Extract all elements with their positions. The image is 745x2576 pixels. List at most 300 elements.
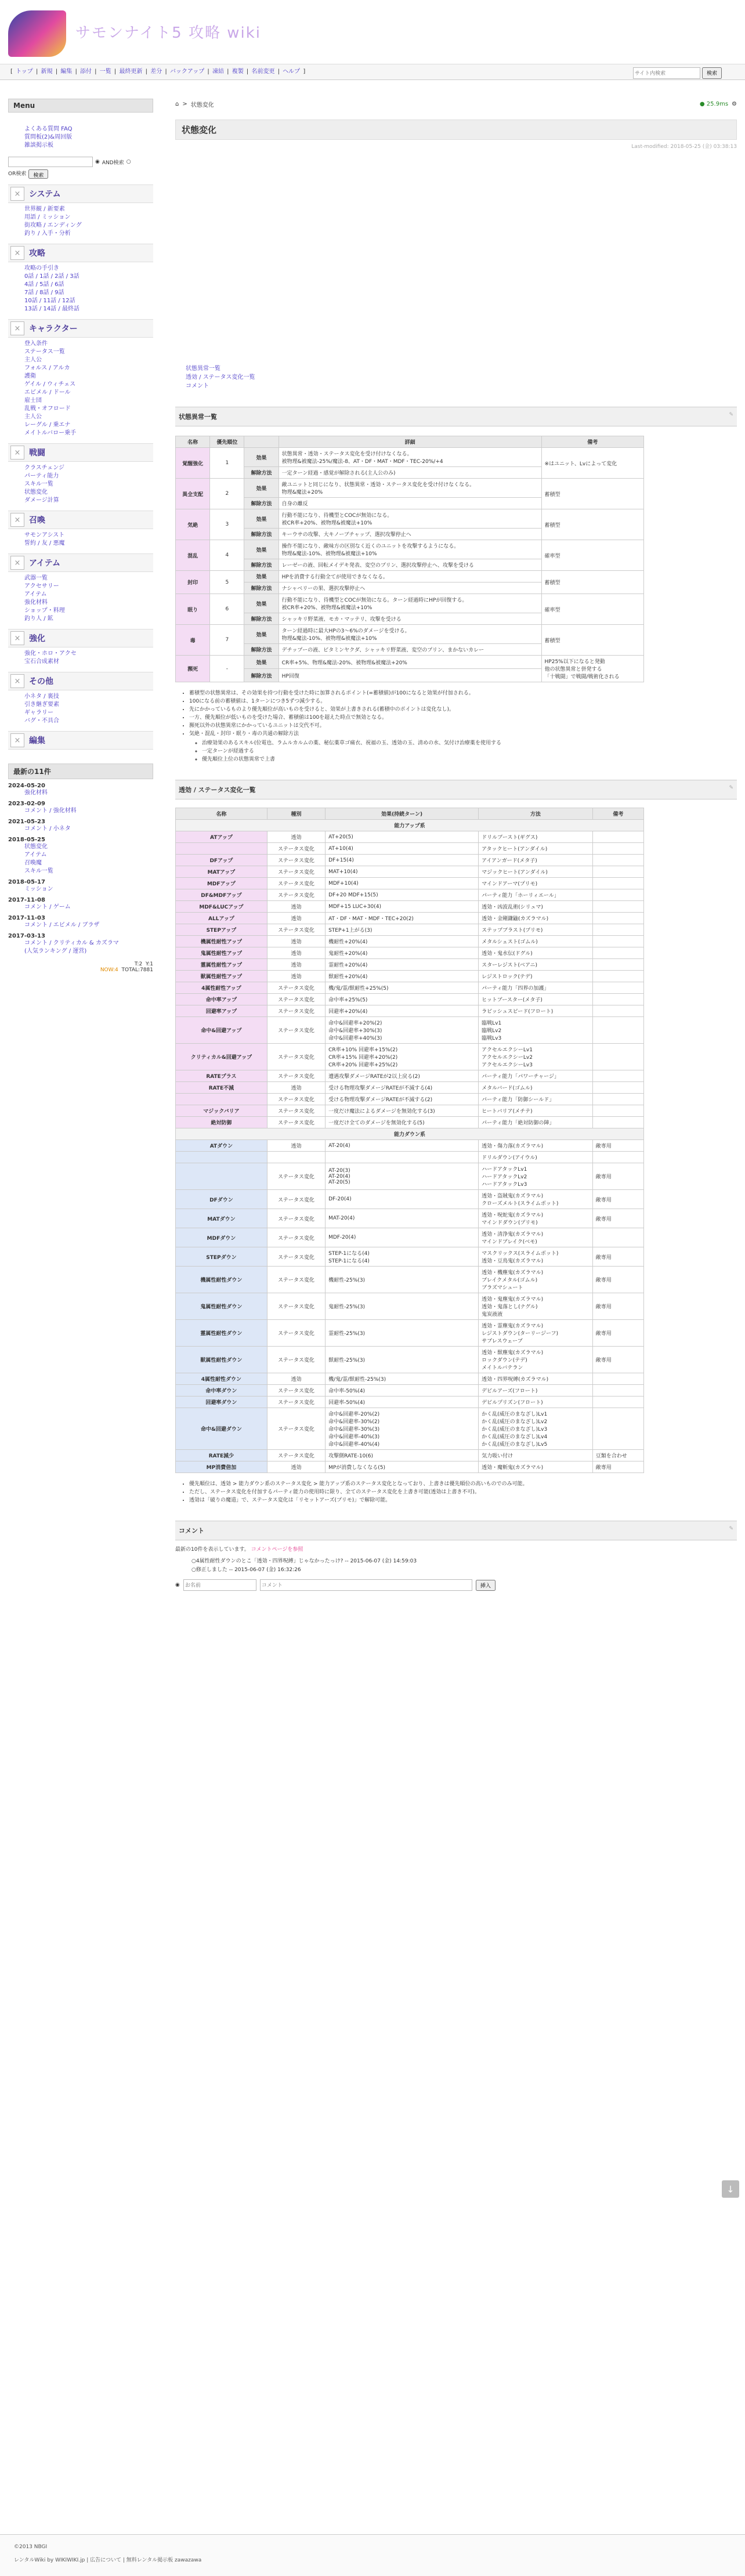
buff-note bbox=[592, 1094, 643, 1105]
sidebar-section bbox=[8, 553, 153, 623]
status-detail: CR率+5%、物理&魔法-20%、被物理&被魔法+20% bbox=[279, 656, 541, 669]
counter bbox=[8, 961, 153, 973]
sidebar-link[interactable]: ダメージ計算 bbox=[24, 497, 59, 504]
footer-links[interactable]: レンタルWiki by WIKIWIKI.jp | 広告について | 無料レンタル掲示板 zawazawa bbox=[14, 2557, 202, 2563]
status-detail: 一定ターン経過・感覚が解除される(主人公のみ) bbox=[279, 467, 541, 479]
status-rank: - bbox=[210, 656, 244, 682]
group-row bbox=[176, 820, 644, 831]
top-nav-link[interactable]: 最終更新 bbox=[119, 68, 143, 75]
buff-kind: 透効 bbox=[267, 971, 325, 982]
buff-method: 透効・霊塵鬼(カズラマル) レジストダウン(ターリージーフ) サブレスウェーブ bbox=[479, 1320, 593, 1347]
collapse-icon[interactable]: × bbox=[10, 187, 24, 201]
recent-item[interactable]: コメント / 小ネタ bbox=[24, 826, 71, 832]
sidebar-section bbox=[8, 319, 153, 437]
buff-kind: ステータス変化 bbox=[267, 1450, 325, 1461]
table-row bbox=[176, 1293, 644, 1320]
sidebar-section bbox=[8, 731, 153, 750]
buff-note bbox=[592, 1105, 643, 1117]
table-row bbox=[176, 1373, 644, 1385]
sidebar-link[interactable]: 釣り / 入手・分析 bbox=[24, 230, 71, 237]
sidebar-section-header[interactable] bbox=[8, 553, 153, 572]
buff-note bbox=[592, 982, 643, 994]
status-icon: ● 25.9ms bbox=[699, 100, 729, 107]
buff-effect: 機耐性+20%(4) bbox=[326, 936, 479, 947]
arrow-down-icon: ↓ bbox=[726, 2183, 735, 2195]
sidebar-link[interactable]: 10話 / 11話 / 12話 bbox=[24, 298, 75, 304]
status-detail: 行動不能になり、待機型とCOCが無効になる。ターン経過時にHPが回復する。 被CR率+20%、被物理&被魔法+10% bbox=[279, 594, 541, 613]
buff-effect: AT+10(4) bbox=[326, 843, 479, 855]
recent-item[interactable]: スキル一覧 bbox=[24, 868, 53, 874]
edit-icon[interactable]: ✎ bbox=[729, 412, 733, 418]
note-item: • 100になる前の蓄積値は、1ターンにつき5ずつ減少する。 bbox=[189, 697, 737, 705]
table-header: 詳細 bbox=[279, 436, 541, 448]
table-header: 名称 bbox=[176, 436, 210, 448]
top-nav-link[interactable]: 名前変更 bbox=[251, 68, 275, 75]
status-detail: 敵ユニットと同じになり、状態異常・透効・ステータス変化を受け付けなくなる。 物理&魔法+20% bbox=[279, 479, 541, 498]
buff-method: 透効・鬼水伝(ドグル) bbox=[479, 947, 593, 959]
recent-date: 2018-05-25 bbox=[8, 837, 45, 843]
buff-effect: 攻撃側RATE-10(6) bbox=[326, 1450, 479, 1461]
buff-note bbox=[592, 936, 643, 947]
note-item: • 気絶・混乱・封印・眠り・毒の共通の解除方法 ◦ 治療効果のあるスキル(位電也、ラムルカルムの薬、秘伝薬草ゴ痛衣、祝福の玉、透効の玉、清めの水、気付け治療薬を使用する ◦ 一定ターンが経過する ◦ 優先順位上位の状態異常で上書 bbox=[189, 730, 737, 764]
buff-method: ラビッシュスピード(フロート) bbox=[479, 1005, 593, 1017]
sidebar-link[interactable]: 誓約 / 友 / 悪魔 bbox=[24, 540, 65, 547]
buff-kind: ステータス変化 bbox=[267, 1163, 325, 1190]
status-kind: 解除方法 bbox=[244, 613, 279, 625]
table-header: 効果(持続ターン) bbox=[326, 808, 479, 820]
counter-total: TOTAL:7881 bbox=[121, 967, 153, 973]
buff-method: ヒットブースター(メタ子) bbox=[479, 994, 593, 1005]
recent-item[interactable]: アイテム bbox=[24, 852, 47, 858]
note-item: • 先にかかっているものより優先順位が高いものを受けると、効果が上書きされる(蓄積中のポイントは変化なし)。 bbox=[189, 705, 737, 714]
comment-name-input[interactable] bbox=[183, 1579, 256, 1591]
buff-note: 敵専用 bbox=[592, 1267, 643, 1293]
buff-note bbox=[592, 843, 643, 855]
sidebar-link[interactable]: アイテム bbox=[24, 591, 47, 598]
recent-item[interactable]: ミッション bbox=[24, 886, 53, 892]
buff-name: クリティカル&回避アップ bbox=[176, 1044, 267, 1070]
sidebar-search-input[interactable] bbox=[8, 157, 93, 167]
buff-kind: ステータス変化 bbox=[267, 1117, 325, 1128]
buff-note bbox=[592, 1228, 643, 1247]
recent-date: 2018-05-17 bbox=[8, 879, 45, 885]
table-header: 優先順位 bbox=[210, 436, 244, 448]
buff-note bbox=[592, 901, 643, 913]
table-row bbox=[176, 1152, 644, 1163]
table-row bbox=[176, 1228, 644, 1247]
buff-effect: 回避率-50%(4) bbox=[326, 1396, 479, 1408]
sidebar-section bbox=[8, 629, 153, 666]
buff-effect: 獣耐性+20%(4) bbox=[326, 971, 479, 982]
table-row bbox=[176, 878, 644, 889]
collapse-icon[interactable]: × bbox=[10, 321, 24, 335]
buff-name: 命中率ダウン bbox=[176, 1385, 267, 1396]
buff-effect: 命中&回避率-20%(2) 命中&回避率-30%(2) 命中&回避率-30%(3) 命中&回避率-40%(3) 命中&回避率-40%(4) bbox=[326, 1408, 479, 1450]
sidebar-link[interactable]: 主人公 bbox=[24, 414, 42, 420]
buff-method: 臨戦Lv1 臨戦Lv2 臨戦Lv3 bbox=[479, 1017, 593, 1044]
toc-item[interactable]: 状態異常一覧 bbox=[186, 366, 220, 372]
sidebar-link[interactable]: サモンアシスト bbox=[24, 532, 65, 538]
buff-effect: DF+20 MDF+15(5) bbox=[326, 889, 479, 901]
home-icon[interactable]: ⌂ bbox=[175, 100, 179, 107]
sidebar-link[interactable]: よくある質問 FAQ bbox=[24, 126, 73, 132]
sidebar bbox=[8, 99, 153, 973]
sidebar-link[interactable]: 雑談掲示板 bbox=[24, 142, 53, 149]
table-row bbox=[176, 448, 644, 467]
edit-icon[interactable]: ✎ bbox=[729, 785, 733, 791]
buff-effect: 機耐性-25%(3) bbox=[326, 1267, 479, 1293]
table-row bbox=[176, 994, 644, 1005]
table-row bbox=[176, 1396, 644, 1408]
table-header bbox=[244, 436, 279, 448]
buff-note: 敵専用 bbox=[592, 1461, 643, 1473]
buff-kind: ステータス変化 bbox=[267, 1005, 325, 1017]
buff-method: 透効・金剛鎌鼬(カズラマル) bbox=[479, 913, 593, 924]
sidebar-section-title: 戦闘 bbox=[29, 448, 45, 458]
sidebar-link[interactable]: 強化・ホロ・アクセ bbox=[24, 650, 77, 657]
sidebar-section-header[interactable] bbox=[8, 672, 153, 690]
status-name: 封印 bbox=[176, 571, 210, 594]
buff-effect: 一度だけ魔法によるダメージを無効化する(3) bbox=[326, 1105, 479, 1117]
site-header bbox=[0, 0, 745, 64]
site-logo[interactable] bbox=[8, 10, 66, 57]
status-table bbox=[175, 436, 644, 682]
status-notes bbox=[175, 689, 737, 764]
buff-note bbox=[592, 831, 643, 843]
sidebar-link[interactable]: パーティ能力 bbox=[24, 473, 59, 479]
status-note: HP25%以下になると発動 他の状態異常と併発する 「十戦闘」で戦闘/戦術化される bbox=[541, 656, 643, 682]
or-label: OR検索 bbox=[8, 171, 27, 177]
table-row bbox=[176, 831, 644, 843]
buff-note bbox=[592, 866, 643, 878]
buff-note bbox=[592, 878, 643, 889]
recent-date: 2024-05-20 bbox=[8, 783, 45, 789]
top-nav-link[interactable]: ヘルプ bbox=[283, 68, 301, 75]
buff-note bbox=[592, 924, 643, 936]
sidebar-link[interactable]: バグ・不具合 bbox=[24, 718, 59, 724]
buff-method: デビルアーズ(フロート) bbox=[479, 1385, 593, 1396]
table-header: 種別 bbox=[267, 808, 325, 820]
buff-method: 透効・凶波乱術(シリュマ) bbox=[479, 901, 593, 913]
buff-name: 機属性耐性ダウン bbox=[176, 1267, 267, 1293]
buff-method: 透効・呪蛇鬼(カズラマル) マインドダウン(プリモ) bbox=[479, 1209, 593, 1228]
sidebar-link[interactable]: エビメル / ドール bbox=[24, 389, 71, 396]
buff-name: DFダウン bbox=[176, 1190, 267, 1209]
sidebar-link[interactable]: 用語 / ミッション bbox=[24, 214, 71, 220]
sidebar-link[interactable]: 街攻略 / エンディング bbox=[24, 222, 82, 229]
collapse-icon[interactable]: × bbox=[10, 733, 24, 747]
section-comment-title: コメント bbox=[179, 1527, 204, 1535]
sidebar-section-header[interactable] bbox=[8, 184, 153, 203]
status-detail: 自身の離反 bbox=[279, 498, 541, 509]
collapse-icon[interactable]: × bbox=[10, 246, 24, 260]
recent-item[interactable]: コメント / クリティカル & カズラマ bbox=[24, 940, 119, 946]
sidebar-link[interactable]: ショップ・料理 bbox=[24, 607, 65, 614]
buff-method: ステップブラスト(プリモ) bbox=[479, 924, 593, 936]
buff-method: パーティ能力「防御シールド」 bbox=[479, 1094, 593, 1105]
top-nav-link[interactable]: 編集 bbox=[60, 68, 73, 75]
recent-item[interactable]: (人気ランキング / 運営) bbox=[24, 948, 87, 954]
status-name: 異全支配 bbox=[176, 479, 210, 509]
sidebar-link[interactable]: クラスチェンジ bbox=[24, 465, 64, 471]
site-search-input[interactable] bbox=[633, 67, 700, 79]
collapse-icon[interactable]: × bbox=[10, 674, 24, 688]
buff-note: 敵専用 bbox=[592, 1347, 643, 1373]
top-nav-link[interactable]: 複製 bbox=[232, 68, 244, 75]
radio-or[interactable]: ○ bbox=[126, 159, 131, 165]
section-comment bbox=[175, 1521, 737, 1540]
buff-name: 命中&回避ダウン bbox=[176, 1408, 267, 1450]
toc-item[interactable]: 透効 / ステータス変化一覧 bbox=[186, 374, 255, 381]
buff-effect: 機/鬼/霊/獣耐性+25%(5) bbox=[326, 982, 479, 994]
sidebar-search-button[interactable]: 検索 bbox=[28, 169, 48, 179]
comment-submit-button[interactable]: 挿入 bbox=[476, 1580, 496, 1591]
table-row bbox=[176, 971, 644, 982]
buff-effect: 霊耐性-25%(3) bbox=[326, 1320, 479, 1347]
sidebar-section bbox=[8, 184, 153, 238]
buff-effect: 鬼耐性+20%(4) bbox=[326, 947, 479, 959]
collapse-icon[interactable]: × bbox=[10, 446, 24, 460]
status-note: 蓄積型 bbox=[541, 625, 643, 656]
buff-note bbox=[592, 1117, 643, 1128]
table-row bbox=[176, 866, 644, 878]
recent-item[interactable]: 強化材料 bbox=[24, 790, 48, 796]
table-row bbox=[176, 959, 644, 971]
sidebar-link[interactable]: 宝石合成素材 bbox=[24, 659, 59, 665]
buff-effect: 機/鬼/霊/獣耐性-25%(3) bbox=[326, 1373, 479, 1385]
top-nav-link[interactable]: バックアップ bbox=[169, 68, 205, 75]
buff-kind: ステータス変化 bbox=[267, 1228, 325, 1247]
status-kind: 効果 bbox=[244, 509, 279, 529]
breadcrumb-current[interactable]: 状態変化 bbox=[190, 102, 214, 108]
recent-item[interactable]: コメント / エビメル / ブラザ bbox=[24, 922, 100, 928]
site-search-button[interactable]: 検索 bbox=[702, 67, 722, 79]
top-nav-link[interactable]: 一覧 bbox=[99, 68, 111, 75]
table-header: 方法 bbox=[479, 808, 593, 820]
scroll-top-button[interactable] bbox=[722, 2180, 739, 2198]
table-row bbox=[176, 1163, 644, 1190]
buff-method: 透効・清浄鬼(カズラマル) マインドブレイク(ベモ) bbox=[479, 1228, 593, 1247]
sidebar-link[interactable]: アクセサリー bbox=[24, 583, 59, 589]
buff-effect: MDF+10(4) bbox=[326, 878, 479, 889]
table-row bbox=[176, 1347, 644, 1373]
table-row bbox=[176, 656, 644, 669]
buff-name: DFアップ bbox=[176, 855, 267, 866]
buff-kind: ステータス変化 bbox=[267, 982, 325, 994]
recent-item[interactable]: コメント / 強化材料 bbox=[24, 808, 77, 814]
table-row bbox=[176, 1320, 644, 1347]
buff-name: 回避率ダウン bbox=[176, 1396, 267, 1408]
top-nav-link[interactable]: 新規 bbox=[41, 68, 53, 75]
buff-kind: ステータス変化 bbox=[267, 1017, 325, 1044]
top-nav-items: [ トップ | 新規 | 編集 | 添付 | 一覧 | 最終更新 | 差分 | バックアップ | 凍結 | 複製 | 名前変更 | ヘルプ ] bbox=[10, 68, 306, 75]
table-row bbox=[176, 509, 644, 529]
table-row bbox=[176, 1461, 644, 1473]
sidebar-link[interactable]: 13話 / 14話 / 最終話 bbox=[24, 306, 79, 312]
sidebar-link[interactable]: 引き継ぎ要素 bbox=[24, 701, 59, 708]
table-row bbox=[176, 855, 644, 866]
sidebar-section-header[interactable] bbox=[8, 443, 153, 462]
sidebar-link[interactable]: スキル一覧 bbox=[24, 481, 53, 487]
last-modified: Last-modified: 2018-05-25 (金) 03:38:13 bbox=[631, 144, 737, 150]
sidebar-link[interactable]: 強化材料 bbox=[24, 599, 48, 606]
sidebar-section-header[interactable] bbox=[8, 629, 153, 647]
buff-kind: ステータス変化 bbox=[267, 1247, 325, 1267]
comment-intro-line bbox=[175, 1545, 737, 1553]
sidebar-link[interactable]: 質問板(2)&周回版 bbox=[24, 134, 72, 140]
table-row bbox=[176, 1105, 644, 1117]
sidebar-link[interactable]: ギャラリー bbox=[24, 710, 53, 716]
sidebar-link[interactable]: ステータス一覧 bbox=[24, 349, 65, 355]
buff-name: 絶対防御 bbox=[176, 1117, 267, 1128]
buff-name bbox=[176, 1152, 267, 1163]
and-label: AND検索 bbox=[102, 160, 124, 166]
buff-kind: 透効 bbox=[267, 947, 325, 959]
buff-method: 透効・傷力落(カズラマル) bbox=[479, 1140, 593, 1152]
table-row bbox=[176, 1005, 644, 1017]
buff-method: ドリルブースト(ギグス) bbox=[479, 831, 593, 843]
sidebar-link[interactable]: 4話 / 5話 / 6話 bbox=[24, 281, 64, 288]
table-row bbox=[176, 1267, 644, 1293]
buff-note bbox=[592, 1070, 643, 1082]
recent-item[interactable]: コメント / ゲーム bbox=[24, 904, 71, 910]
top-nav-link[interactable]: 凍結 bbox=[212, 68, 224, 75]
recent-item[interactable]: 状態変化 bbox=[24, 844, 48, 850]
table-header: 備考 bbox=[541, 436, 643, 448]
group-row bbox=[176, 1128, 644, 1140]
table-row bbox=[176, 1044, 644, 1070]
sidebar-section-title: システム bbox=[29, 190, 61, 199]
buff-method: ドリルダウン(アイウル) bbox=[479, 1152, 593, 1163]
sidebar-link[interactable]: 主人公 bbox=[24, 357, 42, 363]
sidebar-link[interactable]: メイトルバロー乗手 bbox=[24, 430, 77, 436]
status-note: 確率型 bbox=[541, 540, 643, 571]
buff-name: MP消費倍加 bbox=[176, 1461, 267, 1473]
collapse-icon[interactable]: × bbox=[10, 513, 24, 527]
sidebar-link[interactable]: フォルス / アルカ bbox=[24, 365, 70, 371]
buff-note: 敵専用 bbox=[592, 1163, 643, 1190]
sidebar-section bbox=[8, 443, 153, 505]
table-row bbox=[176, 1408, 644, 1450]
buff-note bbox=[592, 1005, 643, 1017]
counter-today: T:2 bbox=[134, 961, 143, 967]
buff-note: 敵専用 bbox=[592, 1320, 643, 1347]
buff-name: RATEプラス bbox=[176, 1070, 267, 1082]
note-item: • 蓄積型の状態異常は、その効果を持つ行動を受けた時に加算されるポイント(=蓄積値)が100になると効果が付加される。 bbox=[189, 689, 737, 697]
sidebar-link[interactable]: 登入条件 bbox=[24, 341, 48, 347]
site-title[interactable]: サモンナイト5 攻略 wiki bbox=[75, 24, 262, 42]
sidebar-section-title: キャラクター bbox=[29, 324, 78, 334]
sidebar-link[interactable]: 世界観 / 新要素 bbox=[24, 206, 65, 212]
table-row bbox=[176, 1209, 644, 1228]
sidebar-section-title: アイテム bbox=[29, 559, 61, 568]
status-kind: 効果 bbox=[244, 656, 279, 669]
table-row bbox=[176, 594, 644, 613]
buff-effect: AT・DF・MAT・MDF・TEC+20(2) bbox=[326, 913, 479, 924]
gear-icon[interactable]: ⚙ bbox=[732, 100, 737, 107]
sidebar-link[interactable]: 雇士団 bbox=[24, 397, 42, 404]
sidebar-link[interactable]: 0話 / 1話 / 2話 / 3話 bbox=[24, 273, 79, 280]
comment-item: ○修正しました -- 2015-06-07 (金) 16:32:26 bbox=[191, 1567, 301, 1573]
sidebar-link[interactable]: 乱戦・オフロード bbox=[24, 406, 71, 412]
sidebar-section-header[interactable] bbox=[8, 731, 153, 750]
buff-method: マジックヒート(アンダイル) bbox=[479, 866, 593, 878]
top-nav-link[interactable]: トップ bbox=[16, 68, 33, 75]
table-header-row bbox=[176, 436, 644, 448]
table-row bbox=[176, 901, 644, 913]
sidebar-link[interactable]: レーグル / 乗エナ bbox=[24, 422, 71, 428]
buff-effect: 一度だけ全てのダメージを無効化する(5) bbox=[326, 1117, 479, 1128]
radio-icon[interactable]: ◉ bbox=[175, 1582, 180, 1588]
status-name: 眠り bbox=[176, 594, 210, 625]
top-nav bbox=[0, 64, 745, 80]
buff-kind bbox=[267, 1152, 325, 1163]
table-row bbox=[176, 1017, 644, 1044]
table-row bbox=[176, 1070, 644, 1082]
comment-page-link[interactable]: コメントページを参照 bbox=[251, 1547, 303, 1553]
sidebar-section-header[interactable] bbox=[8, 319, 153, 338]
sidebar-link[interactable]: 状態変化 bbox=[24, 489, 48, 495]
sidebar-section-header[interactable] bbox=[8, 511, 153, 529]
buff-kind: 透効 bbox=[267, 936, 325, 947]
buff-kind: ステータス変化 bbox=[267, 1044, 325, 1070]
sidebar-section-title: 召喚 bbox=[29, 516, 45, 525]
buff-name: MDF&LUCアップ bbox=[176, 901, 267, 913]
buff-note: 敵専用 bbox=[592, 1247, 643, 1267]
collapse-icon[interactable]: × bbox=[10, 556, 24, 570]
buff-kind: 透効 bbox=[267, 1373, 325, 1385]
buff-effect: MDF-20(4) bbox=[326, 1228, 479, 1247]
status-note: ※はユニット、Lvによって変化 bbox=[541, 448, 643, 479]
toc-item[interactable]: コメント bbox=[186, 383, 209, 389]
sidebar-link[interactable]: 護衛 bbox=[24, 373, 36, 379]
collapse-icon[interactable]: × bbox=[10, 631, 24, 645]
sidebar-link[interactable]: 釣り人 / 鉱 bbox=[24, 616, 53, 622]
section-buff bbox=[175, 780, 737, 799]
buff-method: スターレジスト(ベアニ) bbox=[479, 959, 593, 971]
status-kind: 効果 bbox=[244, 479, 279, 498]
status-kind: 効果 bbox=[244, 625, 279, 644]
buff-effect: 命中&回避率+20%(2) 命中&回避率+30%(3) 命中&回避率+40%(3) bbox=[326, 1017, 479, 1044]
group-label: 能力アップ系 bbox=[176, 820, 644, 831]
status-detail: キーウサの攻撃、大キノーブチャップ、選択攻撃停止へ bbox=[279, 529, 541, 540]
table-row bbox=[176, 540, 644, 559]
note-item: • ただし、ステータス変化を付加するパーティ能力の使用時に限り、全てのステータス変化を上書き可能(透効は上書き不可)。 bbox=[189, 1488, 737, 1496]
sidebar-link[interactable]: 攻略の手引き bbox=[24, 265, 59, 272]
recent-item[interactable]: 召喚魔 bbox=[24, 860, 42, 866]
sidebar-link[interactable]: 7話 / 8話 / 9話 bbox=[24, 290, 64, 296]
recent-date: 2017-03-13 bbox=[8, 933, 45, 939]
radio-and[interactable]: ◉ bbox=[95, 159, 100, 165]
comment-body-input[interactable] bbox=[260, 1579, 472, 1591]
buff-note bbox=[592, 889, 643, 901]
buff-kind: 透効 bbox=[267, 1082, 325, 1094]
buff-method: 気力吸い付け bbox=[479, 1450, 593, 1461]
table-row bbox=[176, 571, 644, 583]
edit-icon[interactable]: ✎ bbox=[729, 1526, 733, 1532]
table-of-contents bbox=[175, 364, 737, 390]
status-name: 毒 bbox=[176, 625, 210, 656]
sidebar-section-header[interactable] bbox=[8, 244, 153, 262]
top-nav-link[interactable]: 添付 bbox=[80, 68, 92, 75]
top-nav-link[interactable]: 差分 bbox=[150, 68, 162, 75]
buff-name: ALLアップ bbox=[176, 913, 267, 924]
sidebar-link[interactable]: 武器一覧 bbox=[24, 575, 48, 581]
buff-effect: 受ける物理攻撃ダメージRATEが不減する(4) bbox=[326, 1082, 479, 1094]
sidebar-link[interactable]: ゲイル / ウィチェス bbox=[24, 381, 76, 388]
status-kind: 解除方法 bbox=[244, 559, 279, 571]
sidebar-link[interactable]: 小ネタ / 裏技 bbox=[24, 693, 59, 700]
